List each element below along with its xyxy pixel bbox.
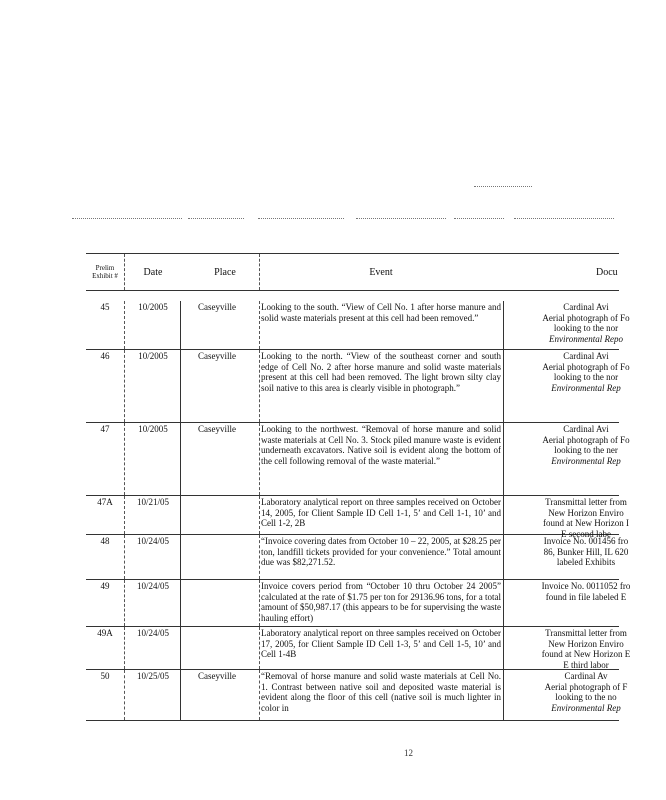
column-divider: [259, 423, 260, 495]
cell-place: Caseyville: [198, 424, 236, 434]
header-exhibit: Prelim Exhibit #: [92, 264, 118, 280]
document-line: found at New Horizon I: [543, 518, 629, 529]
header-place: Place: [214, 266, 236, 278]
column-divider: [180, 580, 181, 626]
column-divider: [124, 423, 125, 495]
cell-event: Looking to the northwest. “Removal of horse manure and solid waste materials at Cell No. 3. Stock piled manure waste is evident underneath excavators. Native soil is evident along the bottom of the cell following removal of the waste material.”: [261, 424, 501, 466]
cell-event: Looking to the south. “View of Cell No. 1 after horse manure and solid waste materials present at this cell had been removed.”: [261, 302, 501, 323]
column-divider: [180, 496, 181, 534]
document-line: Aerial photograph of Fo: [542, 434, 630, 445]
column-divider: [180, 627, 181, 669]
table-row: [86, 580, 631, 627]
cell-document: [506, 671, 666, 713]
document-line: Transmittal letter from: [545, 497, 627, 507]
column-divider: [503, 670, 504, 720]
document-line: found at New Horizon E: [541, 649, 631, 660]
column-divider: [124, 627, 125, 669]
scan-artifact-line: [356, 218, 446, 219]
document-line: Transmittal letter from: [545, 628, 627, 638]
cell-date: 10/24/05: [136, 628, 169, 638]
column-divider: [503, 496, 504, 534]
cell-event: Invoice covers period from “October 10 thru October 24 2005” calculated at the rate of $1.75 per ton for 29136.96 tons, for a total amount of $50,987.17 (this appears to be for supervising the waste hauling effort): [261, 581, 501, 623]
document-line: E second labe: [561, 528, 611, 539]
document-line: looking to the ner: [554, 445, 618, 456]
column-divider: [503, 423, 504, 495]
cell-date: 10/2005: [138, 302, 168, 312]
column-divider: [124, 350, 125, 422]
column-divider: [259, 535, 260, 579]
cell-document: [506, 497, 666, 539]
cell-document: [506, 351, 666, 393]
column-divider: [180, 670, 181, 720]
document-report-title: Environmental Rep: [551, 382, 621, 393]
column-divider: [124, 301, 125, 349]
document-line: Cardinal Avi: [563, 302, 609, 312]
cell-document: [506, 581, 666, 602]
document-line: Invoice No. 0011052 fro: [541, 581, 631, 591]
cell-event: Looking to the north. “View of the southeast corner and south edge of Cell No. 2 after horse manure and solid waste materials present at this cell had been removed. The light brown silty clay soil native to this area is clearly visible in photograph.”: [261, 351, 501, 393]
document-line: New Horizon Enviro: [548, 507, 624, 518]
table-header: [86, 253, 619, 291]
document-line: New Horizon Enviro: [548, 638, 624, 649]
document-line: E third labor: [563, 659, 609, 670]
document-line: looking to the nor: [553, 323, 619, 334]
document-report-title: Environmental Rep: [551, 702, 621, 713]
cell-date: 10/2005: [138, 351, 168, 361]
evidence-table: [86, 253, 631, 721]
cell-exhibit: 49A: [97, 628, 113, 638]
cell-exhibit: 45: [100, 302, 110, 312]
document-line: Cardinal Av: [564, 671, 608, 681]
cell-exhibit: 47: [100, 424, 110, 434]
cell-document: [506, 424, 666, 466]
cell-date: 10/25/05: [136, 671, 169, 681]
column-divider: [259, 496, 260, 534]
cell-event: Laboratory analytical report on three samples received on October 17, 2005, for Client Sample ID Cell 1-3, 5’ and Cell 1-5, 10’ and Cell 1-4B: [261, 628, 501, 660]
cell-date: 10/24/05: [136, 581, 169, 591]
column-divider: [259, 350, 260, 422]
column-divider: [503, 627, 504, 669]
column-divider: [124, 254, 125, 290]
table-row: [86, 627, 631, 670]
column-divider: [259, 580, 260, 626]
column-divider: [124, 580, 125, 626]
header-document: Docu: [596, 266, 618, 278]
document-line: looking to the no: [555, 692, 617, 703]
cell-place: Caseyville: [198, 351, 236, 361]
document-line: Cardinal Avi: [563, 424, 609, 434]
scan-artifact-line: [514, 218, 614, 219]
document-line: labeled Exhibits: [556, 557, 616, 568]
cell-exhibit: 50: [100, 671, 110, 681]
column-divider: [180, 535, 181, 579]
column-divider: [259, 301, 260, 349]
column-divider: [259, 627, 260, 669]
scan-artifact-line: [188, 218, 244, 219]
column-divider: [124, 535, 125, 579]
column-divider: [259, 254, 260, 290]
cell-event: Laboratory analytical report on three samples received on October 14, 2005, for Client Sample ID Cell 1-1, 5’ and Cell 1-1, 10’ and Cell 1-2, 2B: [261, 497, 501, 529]
scan-artifact-line: [474, 186, 532, 187]
column-divider: [503, 580, 504, 626]
cell-document: [506, 536, 666, 568]
column-divider: [503, 301, 504, 349]
column-divider: [503, 350, 504, 422]
document-line: Aerial photograph of Fo: [542, 312, 630, 323]
table-row: [86, 301, 630, 350]
table-row: [86, 423, 630, 496]
column-divider: [124, 496, 125, 534]
cell-event: “Invoice covering dates from October 10 – 22, 2005, at $28.25 per ton, landfill tickets provided for your convenience.” Total amount due was $82,271.52.: [261, 536, 501, 568]
document-line: Invoice No. 001456 fro: [543, 536, 629, 546]
document-line: Cardinal Avi: [563, 351, 609, 361]
column-divider: [180, 423, 181, 495]
table-row: [86, 535, 629, 580]
cell-date: 10/24/05: [136, 536, 169, 546]
document-report-title: Environmental Rep: [551, 455, 621, 466]
header-event: Event: [369, 266, 393, 278]
document-line: Aerial photograph of Fo: [542, 361, 630, 372]
table-row: [86, 670, 628, 721]
cell-date: 10/21/05: [136, 497, 169, 507]
cell-place: Caseyville: [198, 302, 236, 312]
cell-exhibit: 49: [100, 581, 110, 591]
page-number: 12: [404, 748, 413, 758]
cell-exhibit: 48: [100, 536, 110, 546]
scan-artifact-line: [454, 218, 504, 219]
document-line: Aerial photograph of F: [544, 681, 628, 692]
header-date: Date: [143, 266, 163, 278]
cell-document: [506, 628, 666, 670]
document-line: found in file labeled E: [545, 591, 627, 602]
scan-artifact-line: [258, 218, 344, 219]
document-line: looking to the nor: [553, 372, 619, 383]
table-body: [86, 301, 631, 721]
scan-artifact-line: [72, 218, 182, 219]
cell-document: [506, 302, 666, 344]
column-divider: [180, 301, 181, 349]
table-row: [86, 350, 630, 423]
cell-place: Caseyville: [198, 671, 236, 681]
column-divider: [259, 670, 260, 720]
document-report-title: Environmental Repo: [549, 333, 623, 344]
column-divider: [180, 350, 181, 422]
document-line: 86, Bunker Hill, IL 620: [543, 546, 629, 557]
cell-exhibit: 47A: [97, 497, 113, 507]
cell-event: “Removal of horse manure and solid waste materials at Cell No. 1. Contrast between native soil and deposited waste material is evident along the floor of this cell (native soil is much lighter in color in: [261, 671, 501, 713]
column-divider: [503, 535, 504, 579]
cell-exhibit: 46: [100, 351, 110, 361]
cell-date: 10/2005: [138, 424, 168, 434]
table-row: [86, 496, 629, 539]
column-divider: [124, 670, 125, 720]
